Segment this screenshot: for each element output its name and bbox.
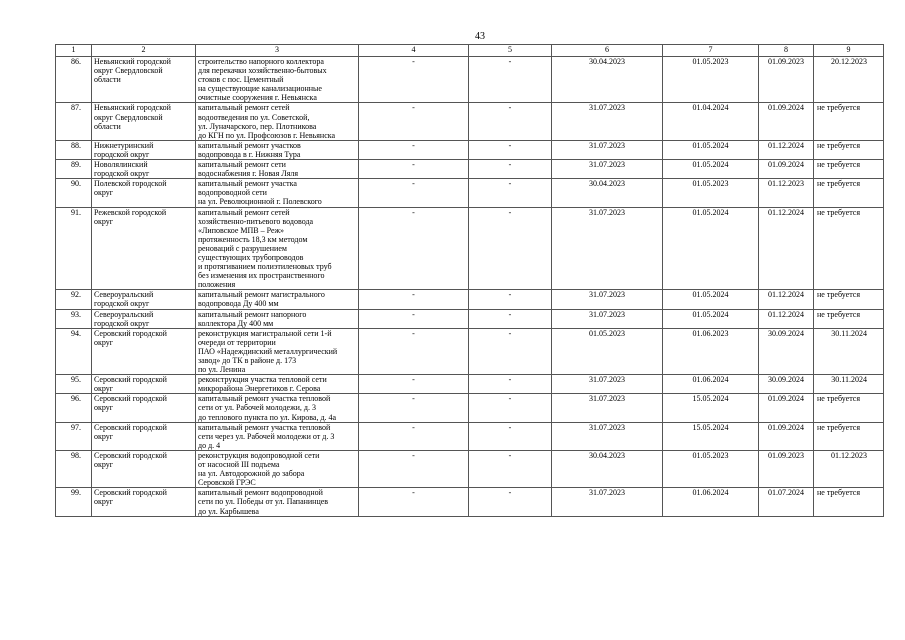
column-number: 5 xyxy=(469,45,552,57)
column-7-date-cell: 15.05.2024 xyxy=(663,422,759,450)
column-8-date-cell: 01.09.2024 xyxy=(759,422,814,450)
page-number: 43 xyxy=(475,31,485,42)
table-row xyxy=(56,160,884,179)
column-8-date-cell: 01.07.2024 xyxy=(759,488,814,516)
column-4-cell: - xyxy=(359,488,469,516)
column-7-date-cell: 01.04.2024 xyxy=(663,103,759,140)
column-6-date-cell: 31.07.2023 xyxy=(552,394,663,422)
column-8-date-cell: 01.12.2023 xyxy=(759,179,814,207)
object-description-cell: капитальный ремонт водопроводной сети по ул. Победы от ул. Папанинцев до ул. Карбышева xyxy=(196,488,359,516)
column-6-date-cell: 31.07.2023 xyxy=(552,375,663,394)
column-9-cell: не требуется xyxy=(814,160,884,179)
column-6-date-cell: 31.07.2023 xyxy=(552,290,663,309)
column-4-cell: - xyxy=(359,375,469,394)
table-row xyxy=(56,375,884,394)
object-description-cell: капитальный ремонт сетей водоотведения по ул. Советской, ул. Луначарского, пер. Плотникова до КГН по ул. Профсоюзов г. Невьянска xyxy=(196,103,359,140)
column-4-cell: - xyxy=(359,450,469,487)
column-4-cell: - xyxy=(359,179,469,207)
column-5-cell: - xyxy=(469,57,552,103)
municipality-cell: Серовский городской округ xyxy=(92,488,196,516)
municipality-cell: Серовский городской округ xyxy=(92,422,196,450)
column-9-cell: не требуется xyxy=(814,488,884,516)
schedule-table xyxy=(55,44,884,517)
column-9-cell: не требуется xyxy=(814,103,884,140)
column-8-date-cell: 01.12.2024 xyxy=(759,207,814,290)
column-9-cell: 01.12.2023 xyxy=(814,450,884,487)
table-row xyxy=(56,394,884,422)
column-7-date-cell: 01.05.2023 xyxy=(663,450,759,487)
column-9-cell: не требуется xyxy=(814,394,884,422)
column-8-date-cell: 01.09.2023 xyxy=(759,57,814,103)
row-number-cell: 96. xyxy=(56,394,92,422)
column-4-cell: - xyxy=(359,57,469,103)
column-5-cell: - xyxy=(469,328,552,374)
column-9-cell: не требуется xyxy=(814,140,884,159)
object-description-cell: реконструкция участка тепловой сети микрорайона Энергетиков г. Серова xyxy=(196,375,359,394)
row-number-cell: 90. xyxy=(56,179,92,207)
column-6-date-cell: 31.07.2023 xyxy=(552,207,663,290)
column-4-cell: - xyxy=(359,394,469,422)
object-description-cell: капитальный ремонт участков водопровода в г. Нижняя Тура xyxy=(196,140,359,159)
column-9-cell: 20.12.2023 xyxy=(814,57,884,103)
column-8-date-cell: 01.12.2024 xyxy=(759,309,814,328)
row-number-cell: 93. xyxy=(56,309,92,328)
row-number-cell: 94. xyxy=(56,328,92,374)
column-6-date-cell: 31.07.2023 xyxy=(552,140,663,159)
object-description-cell: реконструкция водопроводной сети от насосной III подъема на ул. Автодорожной до забора Серовской ГРЭС xyxy=(196,450,359,487)
row-number-cell: 89. xyxy=(56,160,92,179)
object-description-cell: реконструкция магистральной сети 1-й очереди от территории ПАО «Надеждинский металлургический завод» до ТК в районе д. 173 по ул. Ленина xyxy=(196,328,359,374)
object-description-cell: строительство напорного коллектора для перекачки хозяйственно-бытовых стоков с пос. Цементный на существующие канализационные очистные сооружения г. Невьянска xyxy=(196,57,359,103)
column-5-cell: - xyxy=(469,422,552,450)
column-number: 1 xyxy=(56,45,92,57)
column-9-cell: не требуется xyxy=(814,309,884,328)
column-7-date-cell: 01.05.2023 xyxy=(663,179,759,207)
column-8-date-cell: 30.09.2024 xyxy=(759,375,814,394)
column-6-date-cell: 31.07.2023 xyxy=(552,103,663,140)
column-5-cell: - xyxy=(469,375,552,394)
municipality-cell: Полевской городской округ xyxy=(92,179,196,207)
row-number-cell: 99. xyxy=(56,488,92,516)
municipality-cell: Нижнетуринский городской округ xyxy=(92,140,196,159)
table-body xyxy=(56,57,884,517)
column-number: 9 xyxy=(814,45,884,57)
object-description-cell: капитальный ремонт напорного коллектора Ду 400 мм xyxy=(196,309,359,328)
row-number-cell: 88. xyxy=(56,140,92,159)
column-number: 4 xyxy=(359,45,469,57)
column-4-cell: - xyxy=(359,140,469,159)
municipality-cell: Серовский городской округ xyxy=(92,375,196,394)
column-6-date-cell: 31.07.2023 xyxy=(552,309,663,328)
column-8-date-cell: 01.12.2024 xyxy=(759,140,814,159)
column-7-date-cell: 01.05.2023 xyxy=(663,57,759,103)
municipality-cell: Североуральский городской округ xyxy=(92,309,196,328)
column-number: 8 xyxy=(759,45,814,57)
table-row xyxy=(56,57,884,103)
column-8-date-cell: 01.09.2024 xyxy=(759,394,814,422)
column-number-row xyxy=(56,45,884,57)
table-row xyxy=(56,488,884,516)
column-number: 3 xyxy=(196,45,359,57)
column-number: 2 xyxy=(92,45,196,57)
municipality-cell: Режевской городской округ xyxy=(92,207,196,290)
column-7-date-cell: 01.05.2024 xyxy=(663,290,759,309)
table-row xyxy=(56,290,884,309)
municipality-cell: Невьянский городской округ Свердловской области xyxy=(92,57,196,103)
column-4-cell: - xyxy=(359,309,469,328)
object-description-cell: капитальный ремонт участка водопроводной сети на ул. Революционной г. Полевского xyxy=(196,179,359,207)
table-row xyxy=(56,103,884,140)
municipality-cell: Серовский городской округ xyxy=(92,328,196,374)
row-number-cell: 95. xyxy=(56,375,92,394)
column-7-date-cell: 01.06.2024 xyxy=(663,488,759,516)
object-description-cell: капитальный ремонт участка тепловой сети через ул. Рабочей молодежи от д. 3 до д. 4 xyxy=(196,422,359,450)
object-description-cell: капитальный ремонт магистрального водопровода Ду 400 мм xyxy=(196,290,359,309)
column-8-date-cell: 01.09.2024 xyxy=(759,160,814,179)
column-7-date-cell: 01.05.2024 xyxy=(663,140,759,159)
object-description-cell: капитальный ремонт сетей хозяйственно-питьевого водовода «Липовское МПВ – Реж» протяженность 18,3 км методом реноваций с разрушением существующих трубопроводов и протягиванием полиэтиленовых труб без изменения их пространственного положения xyxy=(196,207,359,290)
object-description-cell: капитальный ремонт участка тепловой сети от ул. Рабочей молодежи, д. 3 до теплового пункта по ул. Кирова, д. 4а xyxy=(196,394,359,422)
column-5-cell: - xyxy=(469,450,552,487)
column-5-cell: - xyxy=(469,103,552,140)
municipality-cell: Невьянский городской округ Свердловской области xyxy=(92,103,196,140)
column-6-date-cell: 30.04.2023 xyxy=(552,179,663,207)
column-7-date-cell: 01.05.2024 xyxy=(663,160,759,179)
column-8-date-cell: 01.12.2024 xyxy=(759,290,814,309)
column-4-cell: - xyxy=(359,103,469,140)
column-7-date-cell: 15.05.2024 xyxy=(663,394,759,422)
column-7-date-cell: 01.05.2024 xyxy=(663,207,759,290)
column-5-cell: - xyxy=(469,160,552,179)
column-6-date-cell: 31.07.2023 xyxy=(552,422,663,450)
column-9-cell: не требуется xyxy=(814,290,884,309)
column-4-cell: - xyxy=(359,290,469,309)
column-7-date-cell: 01.05.2024 xyxy=(663,309,759,328)
column-6-date-cell: 30.04.2023 xyxy=(552,57,663,103)
column-8-date-cell: 30.09.2024 xyxy=(759,328,814,374)
column-5-cell: - xyxy=(469,179,552,207)
column-4-cell: - xyxy=(359,422,469,450)
column-6-date-cell: 31.07.2023 xyxy=(552,160,663,179)
table-row xyxy=(56,422,884,450)
row-number-cell: 92. xyxy=(56,290,92,309)
row-number-cell: 97. xyxy=(56,422,92,450)
column-number: 7 xyxy=(663,45,759,57)
table-row xyxy=(56,450,884,487)
municipality-cell: Серовский городской округ xyxy=(92,394,196,422)
object-description-cell: капитальный ремонт сети водоснабжения г. Новая Ляля xyxy=(196,160,359,179)
column-6-date-cell: 01.05.2023 xyxy=(552,328,663,374)
column-9-cell: не требуется xyxy=(814,207,884,290)
table-row xyxy=(56,207,884,290)
column-7-date-cell: 01.06.2023 xyxy=(663,328,759,374)
column-4-cell: - xyxy=(359,328,469,374)
column-7-date-cell: 01.06.2024 xyxy=(663,375,759,394)
row-number-cell: 86. xyxy=(56,57,92,103)
column-5-cell: - xyxy=(469,207,552,290)
column-6-date-cell: 30.04.2023 xyxy=(552,450,663,487)
column-9-cell: не требуется xyxy=(814,422,884,450)
column-8-date-cell: 01.09.2024 xyxy=(759,103,814,140)
municipality-cell: Новолялинский городской округ xyxy=(92,160,196,179)
column-4-cell: - xyxy=(359,207,469,290)
column-5-cell: - xyxy=(469,290,552,309)
column-6-date-cell: 31.07.2023 xyxy=(552,488,663,516)
column-9-cell: 30.11.2024 xyxy=(814,328,884,374)
column-number: 6 xyxy=(552,45,663,57)
column-8-date-cell: 01.09.2023 xyxy=(759,450,814,487)
column-5-cell: - xyxy=(469,394,552,422)
municipality-cell: Серовский городской округ xyxy=(92,450,196,487)
municipality-cell: Североуральский городской округ xyxy=(92,290,196,309)
table-row xyxy=(56,140,884,159)
column-5-cell: - xyxy=(469,488,552,516)
column-9-cell: 30.11.2024 xyxy=(814,375,884,394)
column-5-cell: - xyxy=(469,140,552,159)
column-4-cell: - xyxy=(359,160,469,179)
row-number-cell: 98. xyxy=(56,450,92,487)
row-number-cell: 91. xyxy=(56,207,92,290)
table-row xyxy=(56,328,884,374)
row-number-cell: 87. xyxy=(56,103,92,140)
column-5-cell: - xyxy=(469,309,552,328)
table-row xyxy=(56,179,884,207)
table-row xyxy=(56,309,884,328)
column-9-cell: не требуется xyxy=(814,179,884,207)
